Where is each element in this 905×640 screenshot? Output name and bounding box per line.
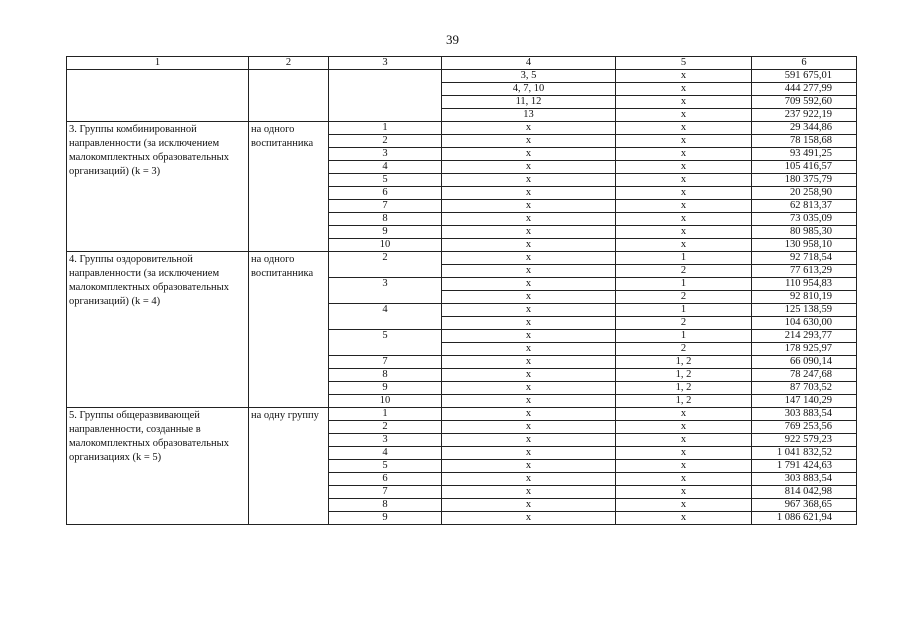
- cell-col-5: х: [616, 174, 752, 187]
- cell-col-5: х: [616, 213, 752, 226]
- cell-col-4: х: [442, 356, 616, 369]
- cell-col-6: 87 703,52: [752, 382, 857, 395]
- cell-col-3: 2: [329, 252, 442, 278]
- cell-col-5: х: [616, 499, 752, 512]
- cell-col-6: 769 253,56: [752, 421, 857, 434]
- cell-col-6: 73 035,09: [752, 213, 857, 226]
- cell-col-5: х: [616, 200, 752, 213]
- group-label: [67, 70, 249, 122]
- cell-col-3: 3: [329, 278, 442, 304]
- page-number: 39: [446, 32, 459, 47]
- cell-col-6: 66 090,14: [752, 356, 857, 369]
- cell-col-6: 303 883,54: [752, 408, 857, 421]
- cell-col-6: 78 158,68: [752, 135, 857, 148]
- cell-col-3: 9: [329, 226, 442, 239]
- cell-col-4: х: [442, 278, 616, 291]
- cell-col-3: 10: [329, 395, 442, 408]
- cell-col-6: 130 958,10: [752, 239, 857, 252]
- cell-col-4: х: [442, 148, 616, 161]
- header-col-3: 3: [329, 57, 442, 70]
- cell-col-5: х: [616, 148, 752, 161]
- cell-col-6: 178 925,97: [752, 343, 857, 356]
- cell-col-4: х: [442, 174, 616, 187]
- group-label: 4. Группы оздоровительной направленности (за исключением малокомплектных образовательных организаций) (k = 4): [67, 252, 249, 408]
- cell-col-3: 10: [329, 239, 442, 252]
- cell-col-4: х: [442, 317, 616, 330]
- cell-col-4: х: [442, 135, 616, 148]
- cell-col-5: х: [616, 109, 752, 122]
- cell-col-3: 3: [329, 434, 442, 447]
- cell-col-4: х: [442, 408, 616, 421]
- header-col-6: 6: [752, 57, 857, 70]
- cell-col-6: 93 491,25: [752, 148, 857, 161]
- cell-col-5: 1: [616, 304, 752, 317]
- cell-col-3: 4: [329, 304, 442, 330]
- cell-col-3: 8: [329, 499, 442, 512]
- table-row: [67, 408, 857, 421]
- cell-col-3: 7: [329, 486, 442, 499]
- cell-col-5: х: [616, 239, 752, 252]
- cell-col-6: 20 258,90: [752, 187, 857, 200]
- cell-col-4: х: [442, 252, 616, 265]
- cell-col-6: 92 810,19: [752, 291, 857, 304]
- cell-col-6: 80 985,30: [752, 226, 857, 239]
- group-unit: [249, 70, 329, 122]
- group-unit: на одну группу: [249, 408, 329, 525]
- cell-col-5: 1, 2: [616, 395, 752, 408]
- cell-col-3: 9: [329, 382, 442, 395]
- cell-col-5: х: [616, 226, 752, 239]
- cell-col-5: 1: [616, 278, 752, 291]
- cell-col-6: 1 791 424,63: [752, 460, 857, 473]
- cell-col-4: х: [442, 447, 616, 460]
- cell-col-5: х: [616, 460, 752, 473]
- cell-col-5: х: [616, 187, 752, 200]
- cell-col-3: 6: [329, 187, 442, 200]
- cell-col-4: х: [442, 161, 616, 174]
- header-col-1: 1: [67, 57, 249, 70]
- cell-col-6: 591 675,01: [752, 70, 857, 83]
- cell-col-4: х: [442, 512, 616, 525]
- cell-col-4: х: [442, 382, 616, 395]
- cell-col-3: 7: [329, 356, 442, 369]
- cell-col-6: 303 883,54: [752, 473, 857, 486]
- cell-col-6: 105 416,57: [752, 161, 857, 174]
- cell-col-5: х: [616, 122, 752, 135]
- header-col-2: 2: [249, 57, 329, 70]
- cell-col-3: 7: [329, 200, 442, 213]
- cell-col-5: 1, 2: [616, 356, 752, 369]
- cell-col-6: 444 277,99: [752, 83, 857, 96]
- cell-col-3: 5: [329, 460, 442, 473]
- cell-col-5: 1: [616, 252, 752, 265]
- cell-col-4: х: [442, 122, 616, 135]
- cell-col-3: 4: [329, 161, 442, 174]
- cell-col-6: 110 954,83: [752, 278, 857, 291]
- cell-col-3: 2: [329, 421, 442, 434]
- cell-col-5: х: [616, 70, 752, 83]
- cell-col-3: 8: [329, 369, 442, 382]
- cell-col-5: х: [616, 408, 752, 421]
- cell-col-3: 1: [329, 408, 442, 421]
- cell-col-5: х: [616, 486, 752, 499]
- group-label: 3. Группы комбинированной направленности (за исключением малокомплектных образовательных организаций) (k = 3): [67, 122, 249, 252]
- cell-col-4: х: [442, 434, 616, 447]
- header-col-5: 5: [616, 57, 752, 70]
- cell-col-4: х: [442, 473, 616, 486]
- tariff-table: [66, 56, 857, 525]
- cell-col-6: 237 922,19: [752, 109, 857, 122]
- cell-col-4: х: [442, 291, 616, 304]
- cell-col-4: 3, 5: [442, 70, 616, 83]
- cell-col-6: 180 375,79: [752, 174, 857, 187]
- cell-col-6: 125 138,59: [752, 304, 857, 317]
- cell-col-3: 1: [329, 122, 442, 135]
- cell-col-5: х: [616, 161, 752, 174]
- cell-col-5: 2: [616, 343, 752, 356]
- cell-col-6: 967 368,65: [752, 499, 857, 512]
- cell-col-4: х: [442, 304, 616, 317]
- cell-col-5: 1: [616, 330, 752, 343]
- cell-col-6: 62 813,37: [752, 200, 857, 213]
- cell-col-5: х: [616, 421, 752, 434]
- cell-col-5: х: [616, 83, 752, 96]
- cell-col-6: 29 344,86: [752, 122, 857, 135]
- cell-col-4: х: [442, 200, 616, 213]
- table-row: [67, 122, 857, 135]
- cell-col-4: х: [442, 265, 616, 278]
- group-label: 5. Группы общеразвивающей направленности, созданные в малокомплектных образовательных организациях (k = 5): [67, 408, 249, 525]
- table-row: [67, 252, 857, 265]
- cell-col-5: х: [616, 447, 752, 460]
- cell-col-4: х: [442, 239, 616, 252]
- cell-col-5: 2: [616, 265, 752, 278]
- cell-col-6: 78 247,68: [752, 369, 857, 382]
- cell-col-4: х: [442, 187, 616, 200]
- cell-col-4: х: [442, 369, 616, 382]
- cell-col-4: 13: [442, 109, 616, 122]
- cell-col-4: 4, 7, 10: [442, 83, 616, 96]
- cell-col-5: х: [616, 96, 752, 109]
- cell-col-6: 814 042,98: [752, 486, 857, 499]
- cell-col-5: 1, 2: [616, 369, 752, 382]
- cell-col-6: 77 613,29: [752, 265, 857, 278]
- cell-col-4: х: [442, 486, 616, 499]
- cell-col-6: 1 041 832,52: [752, 447, 857, 460]
- cell-col-5: 2: [616, 317, 752, 330]
- cell-col-6: 1 086 621,94: [752, 512, 857, 525]
- cell-col-4: х: [442, 499, 616, 512]
- cell-col-3: 3: [329, 148, 442, 161]
- cell-col-3: 8: [329, 213, 442, 226]
- cell-col-6: 92 718,54: [752, 252, 857, 265]
- table-row: [67, 70, 857, 83]
- cell-col-5: 2: [616, 291, 752, 304]
- cell-col-5: х: [616, 135, 752, 148]
- cell-col-5: х: [616, 512, 752, 525]
- cell-col-4: 11, 12: [442, 96, 616, 109]
- cell-col-6: 709 592,60: [752, 96, 857, 109]
- table-body: [67, 57, 857, 525]
- cell-col-6: 214 293,77: [752, 330, 857, 343]
- cell-col-6: 147 140,29: [752, 395, 857, 408]
- cell-col-3: [329, 70, 442, 122]
- cell-col-3: 9: [329, 512, 442, 525]
- cell-col-4: х: [442, 421, 616, 434]
- group-unit: на одного воспитанника: [249, 122, 329, 252]
- cell-col-4: х: [442, 330, 616, 343]
- cell-col-4: х: [442, 343, 616, 356]
- cell-col-4: х: [442, 213, 616, 226]
- header-row: [67, 57, 857, 70]
- cell-col-3: 4: [329, 447, 442, 460]
- cell-col-5: 1, 2: [616, 382, 752, 395]
- cell-col-4: х: [442, 395, 616, 408]
- group-unit: на одного воспитанника: [249, 252, 329, 408]
- cell-col-5: х: [616, 473, 752, 486]
- cell-col-5: х: [616, 434, 752, 447]
- header-col-4: 4: [442, 57, 616, 70]
- cell-col-3: 5: [329, 330, 442, 356]
- cell-col-6: 922 579,23: [752, 434, 857, 447]
- cell-col-4: х: [442, 460, 616, 473]
- cell-col-3: 6: [329, 473, 442, 486]
- cell-col-3: 2: [329, 135, 442, 148]
- cell-col-4: х: [442, 226, 616, 239]
- cell-col-6: 104 630,00: [752, 317, 857, 330]
- cell-col-3: 5: [329, 174, 442, 187]
